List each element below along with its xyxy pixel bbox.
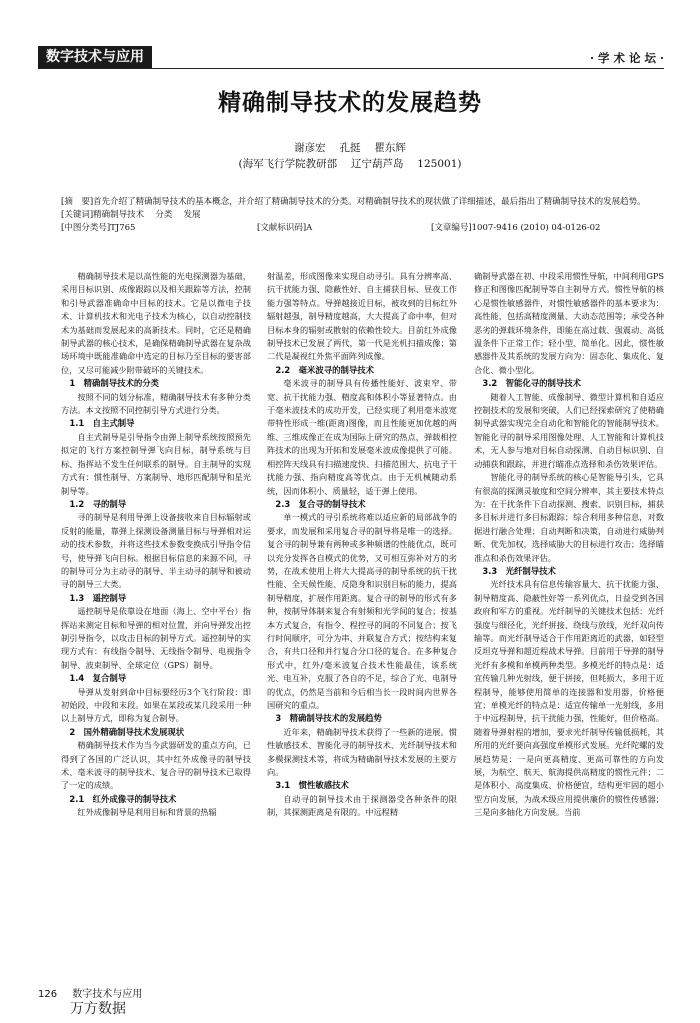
body-paragraph: 光纤技术具有信息传输容量大、抗干扰能力强、制导精度高、隐蔽性好等一系列优点，日益受到各国政府和军方的重视。光纤制导的关键技术包括：光纤强度与细径化，光纤拼接、绕线与放线，光纤双向传输等。而光纤制导适合于作用距离近的武器，如轻型反坦克导弹和超近程战术导弹。目前用于导弹的制导光纤有多模和单模两种类型。多模光纤的特点是：适宜传输几种光射线，便于拼接，但耗损大，多用于近程制导，能够使用简单的连接器和发用器，价格便宜；单模光纤的特点是：适宜传输单一光射线，多用于中远程制导，抗干扰能力强，性能好，但价格高。随着导弹射程的增加，要求光纤制导传输低损耗，其所用的光纤要向高强度单模形式发展。光纤陀螺的发展趋势是：一是向更高精度、更高可靠性的方向发展，为航空、航天、航海提供高精度的惯性元件；二是体积小、高度集成、价格便宜，结构更牢固的超小型方向发展，为战术级应用提供廉价的惯性传感器；三是向多轴化方向发展。当前	[474, 579, 664, 818]
text-column-1	[61, 270, 251, 960]
keywords: [关键词]精确制导技术 分类 发展	[61, 210, 201, 220]
article-authors: 谢彦宏 孔挺 瞿东辉	[294, 142, 406, 154]
footer-journal: 数字技术与应用	[72, 989, 143, 1000]
body-paragraph: 精确制导技术是以高性能的光电探测器为基础，采用目标识别、成像跟踪以及相关跟踪等方法，控制和引导武器准确命中目标的技术。它是以微电子技术、计算机技术和光电子技术为核心，以自动控制技术为基础而发展起来的高新技术。同时，它还是精确制导武器的核心技术，是确保精确制导武器在复杂战场环境中既能准确命中选定的目标乃至目标的要害部位，又尽可能减少附带破坏的关键技术。	[61, 271, 251, 375]
section-label: 数字技术与应用	[38, 46, 152, 68]
section-heading: 3.1 惯性敏感技术	[275, 780, 349, 791]
body-paragraph: 单一模式的寻引系统将难以适应新的局部战争的要求，而发展和采用复合寻的制导将是唯一的选择。复合寻的制导兼有两种或多种频谱的性能优点，既可以充分发挥各自模式的优势，又可相互弥补对方的劣势，在战术使用上将大大提高寻的制导系统的抗干扰性能、全天候性能、反隐身和识别目标的能力，提高制导精度，扩展作用距离。复合寻的制导的形式有多种，按制导体制来复合有射频和光学间的复合；按基本方式复合，有指令、程控寻的间的不同复合；按飞行时间顺序，可分为串、并联复合方式；按结构来复合，有共口径和并行复合分口径的复合。在多种复合形式中，红外/毫米波复合技术性能最佳，该系统光、电互补，克服了各自的不足，综合了光、电制导的优点，仍然是当前和今后相当长一段时间内世界各国研究的重点。	[267, 512, 457, 710]
body-paragraph: 按照不同的划分标准，精确制导技术有多种分类方法。本文按照不同控制引导方式进行分类。	[61, 391, 251, 416]
section-heading: 2.2 毫米波寻的制导技术	[275, 364, 374, 375]
article-title: 精确制导技术的发展趋势	[218, 90, 482, 116]
body-paragraph: 随着人工智能、成像制导、微型计算机和自适应控制技术的发展和突破，人们已经探索研究了使精确制导武器实现完全自动化和智能化的智能制导技术。智能化寻的制导采用图像处理、人工智能和计算机技术，无人参与地对目标自动探测、自动目标识别、自动捕获和跟踪，并进行瞄准点选择和杀伤效果评估。	[474, 391, 664, 469]
section-heading: 3 精确制导技术的发展趋势	[275, 713, 382, 724]
classification-row	[61, 222, 664, 235]
body-paragraph: 确制导武器在初、中段采用惯性导航，中间利用GPS修正和图像匹配制导等自主制导方式。惯性导航的核心是惯性敏感器件，对惯性敏感器件的基本要求为：高性能，包括高精度测量、大动态范围等；承受各种恶劣的弹载环境条件，即能在高过载、强震动、高低温条件下正常工作；轻小型、简单化。因此，惯性敏感器件及其系统的发展方向为：固态化、集成化、复合化、微小型化。	[474, 271, 664, 375]
class-number: [中图分类号]TJ765	[61, 223, 136, 233]
body-paragraph: 导弹从发射到命中目标要经历3个飞行阶段：即初始段、中段和末段。如果在某段或某几段采用一种以上制导方式，即称为复合制导。	[61, 686, 251, 724]
page-number: 126	[38, 989, 58, 1000]
section-heading: 1.4 复合制导	[69, 673, 127, 684]
body-columns	[61, 270, 664, 960]
section-heading: 2.3 复合寻的制导技术	[275, 498, 366, 509]
abstract-text: [摘 要]首先介绍了精确制导技术的基本概念，并介绍了精确制导技术的分类。对精确制导技术的现状做了详细描述，最后指出了精确制导技术的发展趋势。	[61, 197, 646, 207]
body-paragraph: 遥控制导是依靠设在地面（海上、空中平台）指挥站来测定目标和导弹的相对位置，并向导弹发出控制引导指令，以攻击目标的制导方式。遥控制导的实现方式有：有线指令制导、无线指令制导、电视指令制导、波束制导、全球定位（GPS）制导。	[61, 606, 251, 670]
body-paragraph: 精确制导技术作为当今武器研发的重点方向，已得到了各国的广泛认识，其中红外成像寻的制导技术、毫米波寻的制导技术、复合寻的制导技术已取得了一定的成绩。	[61, 740, 251, 791]
article-number: [文章编号]1007-9416 (2010) 04-0126-02	[431, 223, 601, 233]
body-paragraph: 红外成像制导是利用目标和背景的热辐	[77, 807, 217, 818]
section-heading: 1.3 遥控制导	[69, 592, 127, 603]
column-label: · 学 术 论 坛 ·	[584, 50, 664, 66]
section-heading: 2.1 红外成像寻的制导技术	[69, 793, 177, 804]
body-paragraph: 近年来，精确制导技术获得了一些新的进展。惯性敏感技术、智能化寻的制导技术、光纤制导技术和多模探测技术等，将成为精确制导技术发展的主要方向。	[267, 726, 457, 778]
text-column-3	[474, 270, 664, 960]
body-paragraph: 寻的制导是利用导弹上设备接收来自目标辐射或反射的能量，靠弹上探测设备测量目标与导弹相对运动的技术参数，并将这些技术参数变换成引导指令信号，使导弹飞向目标。根据目标信息的来源不同，寻的制导可分为主动寻的制导、半主动寻的制导和被动寻的制导三大类。	[61, 512, 251, 590]
body-paragraph: 毫米波寻的制导具有传播性能好、波束窄、带宽、抗干扰能力强、精度高和体积小等显著特点。由于毫米波技术的成功开发，已经实现了利用毫米波宽带特性形成一维(距离)图像，而且性能更加优越的两维、三维成像正在成为国际上研究的热点，弹载相控阵技术的出现为开拓和发展毫米波成像提供了可能。相控阵天线具有扫描速度快、扫描范围大、抗电子干扰能力强、指向精度高等优点。由于无机械随动系统，因而体积小、质量轻，适于弹上使用。	[267, 378, 457, 496]
body-paragraph: 自动寻的制导技术由于探测器受各种条件的限制，其探测距离是有限的。中远程精	[267, 793, 457, 818]
body-paragraph: 自主式制导是引导指令由弹上制导系统按照预先拟定的飞行方案控制导弹飞向目标，制导系统与目标、指挥站不发生任何联系的制导。自主制导的实现方式有：惯性制导、方案制导、地形匹配制导和星光制导等。	[61, 431, 251, 496]
journal-header	[38, 46, 664, 69]
abstract-block	[61, 196, 664, 235]
body-paragraph: 智能化寻的制导系统的核心是智能导引头，它具有很高的探测灵敏度和空间分辨率，其主要技术特点为：在干扰条件下自动探测、搜索、识别目标，捕获多目标并进行多目标跟踪；综合利用多种信息，对数据进行融合处理；自动判断和决策，自动进行威胁判断、优先加权，选择威胁大的目标进行攻击；选择瞄准点和杀伤效果评估。	[474, 472, 664, 563]
section-heading: 3.3 光纤制导技术	[482, 565, 556, 576]
document-code: [文献标识码]A	[257, 223, 313, 233]
section-heading: 1.1 自主式制导	[69, 418, 135, 429]
article-affiliation: (海军飞行学院教研部 辽宁葫芦岛 125001)	[238, 158, 462, 170]
section-heading: 3.2 智能化寻的制导技术	[482, 378, 581, 389]
watermark: 万方数据	[70, 1001, 126, 1017]
body-paragraph: 射温差，形成图像来实现自动寻引。具有分辨率高、抗干扰能力强、隐蔽性好、自主捕获目标、昼夜工作能力强等特点。导弹越接近目标，被攻到的目标红外辐射越强，制导精度越高，大大提高了命中率，但对目标本身的辐射或散射的依赖性较大。目前红外成像制导技术已发展了两代，第一代是光机扫描成像；第二代是凝视红外焦平面阵列成像。	[267, 271, 457, 362]
section-heading: 2 国外精确制导技术发展现状	[69, 726, 185, 737]
section-heading: 1.2 寻的制导	[69, 498, 127, 509]
section-heading: 1 精确制导技术的分类	[69, 378, 159, 389]
text-column-2	[267, 270, 457, 960]
